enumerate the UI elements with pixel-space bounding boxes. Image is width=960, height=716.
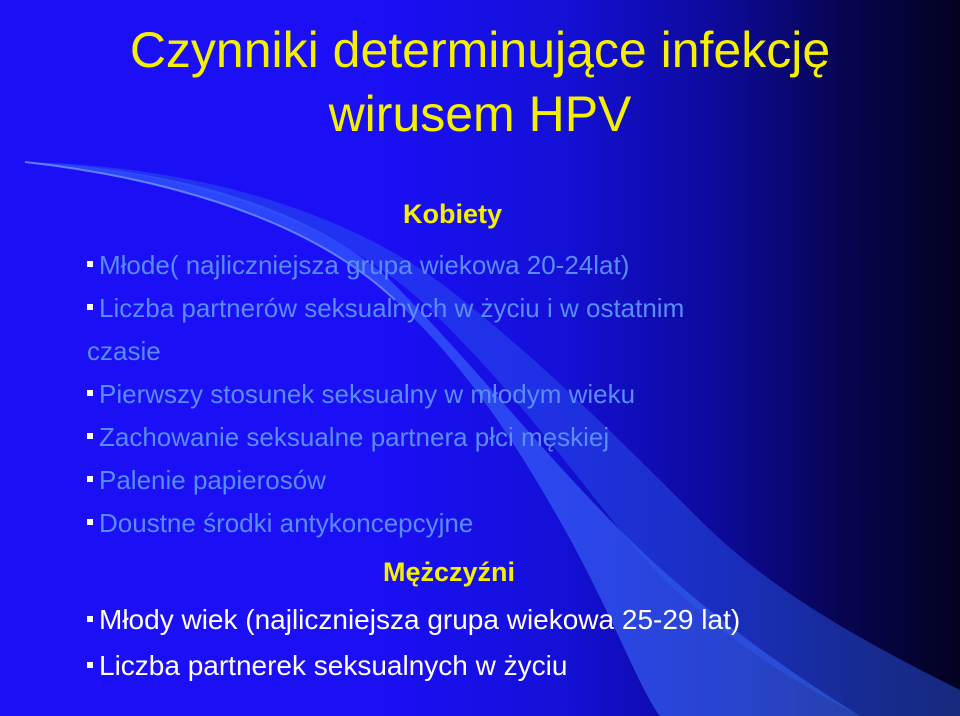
list-item: Liczba partnerek seksualnych w życiu <box>87 643 887 689</box>
list-item: Palenie papierosów <box>87 459 847 502</box>
list-item: Młody wiek (najliczniejsza grupa wiekowa 25-29 lat) <box>87 597 887 643</box>
list-item: Młode( najliczniejsza grupa wiekowa 20-24lat) <box>87 244 847 287</box>
title-line-2: wirusem HPV <box>328 86 632 142</box>
list-item: Zachowanie seksualne partnera płci męskiej <box>87 416 847 459</box>
square-bullet-icon <box>87 390 93 396</box>
list-item: Liczba partnerów seksualnych w życiu i w ostatnim czasie <box>87 293 685 366</box>
square-bullet-icon <box>87 261 93 267</box>
men-factors-list <box>87 597 887 689</box>
list-item: Doustne środki antykoncepcyjne <box>87 502 847 545</box>
square-bullet-icon <box>87 616 93 622</box>
square-bullet-icon <box>87 476 93 482</box>
men-heading: Mężczyźni <box>383 557 516 587</box>
slide-title <box>0 18 960 146</box>
women-factors-list <box>87 244 847 545</box>
square-bullet-icon <box>87 433 93 439</box>
square-bullet-icon <box>87 304 93 310</box>
women-heading: Kobiety <box>403 199 503 229</box>
list-item: Pierwszy stosunek seksualny w młodym wieku <box>87 373 847 416</box>
square-bullet-icon <box>87 519 93 525</box>
square-bullet-icon <box>87 662 93 668</box>
title-line-1: Czynniki determinujące infekcję <box>129 22 831 78</box>
